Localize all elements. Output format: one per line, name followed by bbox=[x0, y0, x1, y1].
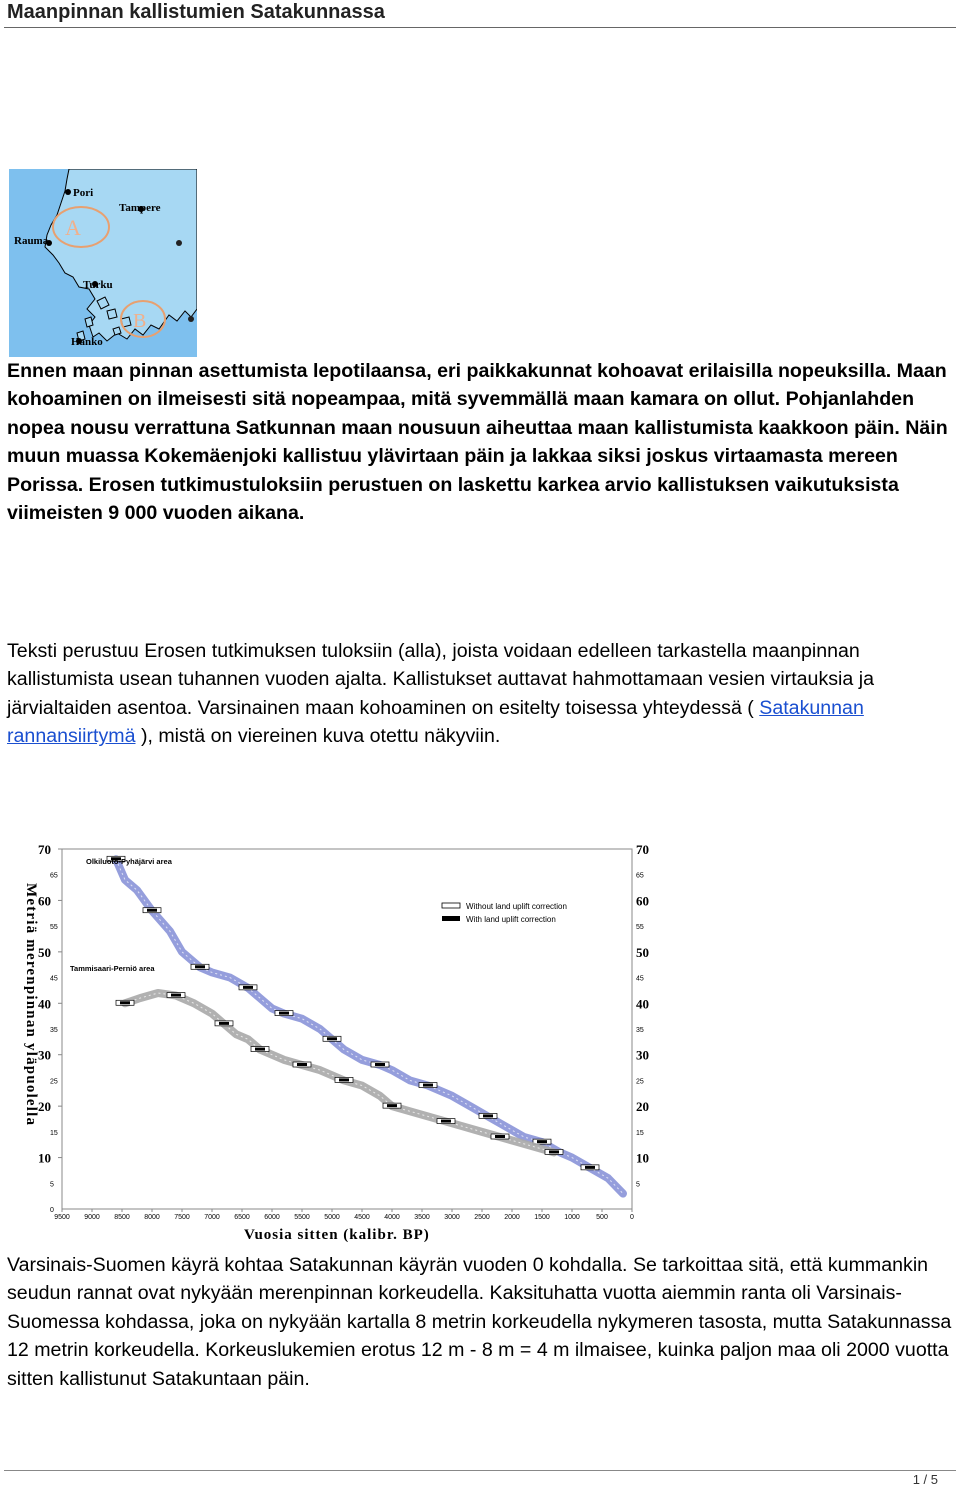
y-tick-label-left: 10 bbox=[38, 1150, 51, 1166]
series-texture-1 bbox=[125, 993, 554, 1152]
series-marker-fill-0 bbox=[195, 965, 205, 968]
y-minor-tick-label-left: 55 bbox=[50, 924, 58, 932]
y-tick-label-left: 70 bbox=[38, 842, 51, 857]
link-satakunnan-rannansiirtyma[interactable]: Satakunnan rannansiirtymä bbox=[7, 696, 864, 748]
x-tick-label: 2000 bbox=[504, 1214, 520, 1221]
y-tick-label-right: 10 bbox=[636, 1150, 649, 1166]
y-minor-tick-label-right: 55 bbox=[636, 924, 644, 932]
series-marker-fill-0 bbox=[537, 1140, 547, 1143]
x-tick-label: 7000 bbox=[204, 1214, 220, 1221]
map-label-pori: Pori bbox=[73, 187, 94, 199]
y-tick-label-right: 60 bbox=[636, 893, 649, 909]
map-label-tampere: Tampere bbox=[119, 202, 161, 214]
series-marker-fill-1 bbox=[495, 1135, 505, 1138]
chart-annotation-tammisaari: Tammisaari-Perniö area bbox=[70, 964, 155, 973]
paragraph-intro: Ennen maan pinnan asettumista lepotilaansa, eri paikkakunnat kohoavat erilaisilla nopeuksilla. Maan kohoaminen on ilmeisesti sitä nopeampaa, mitä syvemmällä maan kamara on ollut. Pohjanlahden nopea nousu verrattuna Satkunnan maan nousuun aiheuttaa maan kallistumista kaakkoon päin. Näin muun muassa Kokemäenjoki kallistuu ylävirtaan päin ja lakkaa siksi joskus virtaamasta mereen Porissa. Erosen tutkimustuloksiin perustuen on laskettu karkea arvio kallistuksen vaikutuksista viimeisten 9 000 vuoden aikana. bbox=[7, 360, 948, 525]
x-tick-label: 3500 bbox=[414, 1214, 430, 1221]
y-tick-label-right: 50 bbox=[636, 944, 649, 960]
x-tick-label: 6500 bbox=[234, 1214, 250, 1221]
chart-annotation-olkiluoto: Olkiluoto-Pyhäjärvi area bbox=[86, 857, 172, 866]
x-tick-label: 9000 bbox=[84, 1214, 100, 1221]
chart-xlabel: Vuosia sitten (kalibr. BP) bbox=[244, 1227, 430, 1243]
x-tick-label: 1000 bbox=[564, 1214, 580, 1221]
y-tick-label-right: 40 bbox=[636, 996, 649, 1012]
paragraph-source bbox=[7, 637, 952, 751]
y-tick-label-left: 60 bbox=[38, 893, 51, 909]
x-tick-label: 4000 bbox=[384, 1214, 400, 1221]
y-minor-tick-label-left: 15 bbox=[50, 1129, 58, 1137]
y-minor-tick-label-right: 35 bbox=[636, 1027, 644, 1034]
page-title: Maanpinnan kallistumien Satakunnassa bbox=[7, 1, 385, 23]
y-tick-label-right: 20 bbox=[636, 1099, 649, 1115]
y-tick-label-right: 30 bbox=[636, 1047, 649, 1063]
uplift-chart bbox=[14, 835, 660, 1245]
y-minor-tick-label-right: 25 bbox=[636, 1078, 644, 1086]
series-line-1 bbox=[125, 993, 554, 1152]
series-marker-fill-0 bbox=[279, 1012, 289, 1015]
map-dot-pori bbox=[65, 189, 71, 195]
paragraph-source-text-b: ), mistä on viereinen kuva otettu näkyviin. bbox=[135, 725, 501, 748]
series-marker-fill-0 bbox=[483, 1114, 493, 1117]
x-tick-label: 3000 bbox=[444, 1214, 460, 1221]
map-svg bbox=[9, 169, 197, 357]
map-label-a: A bbox=[65, 215, 81, 240]
x-tick-label: 9500 bbox=[54, 1214, 70, 1221]
legend-label-with: With land uplift correction bbox=[466, 915, 556, 924]
series-marker-fill-0 bbox=[423, 1084, 433, 1087]
y-tick-label-right: 70 bbox=[636, 842, 649, 857]
map-label-b: B bbox=[133, 310, 147, 332]
series-marker-fill-1 bbox=[171, 994, 181, 997]
series-marker-fill-0 bbox=[375, 1063, 385, 1066]
x-tick-label: 2500 bbox=[474, 1214, 490, 1221]
page-number: 1 / 5 bbox=[912, 1472, 938, 1487]
map-figure bbox=[9, 169, 197, 357]
series-marker-fill-0 bbox=[243, 986, 253, 989]
chart-ylabel: Metriä merenpinnan yläpuolella bbox=[23, 883, 39, 1127]
paragraph-source-text-a: Teksti perustuu Erosen tutkimuksen tuloksiin (alla), joista voidaan edelleen tarkastella maanpinnan kallistumista usean tuhannen vuoden ajalta. Kallistukset auttavat hahmottamaan vesien virtauksia ja järvialtaiden asentoa. Varsinainen maan kohoaminen on esitelty toisessa yhteydessä ( bbox=[7, 640, 874, 719]
x-tick-label: 0 bbox=[630, 1214, 634, 1221]
x-tick-label: 8500 bbox=[114, 1214, 130, 1221]
x-tick-label: 1500 bbox=[534, 1214, 550, 1221]
paragraph-explanation: Varsinais-Suomen käyrä kohtaa Satakunnan käyrän vuoden 0 kohdalla. Se tarkoittaa sitä, että kummankin seudun rannat ovat nykyään merenpinnan korkeudella. Kaksituhatta vuotta aiemmin ranta oli Varsinais-Suomessa kohdassa, joka on nykyään kartalla 8 metrin korkeudella nykymeren tasosta, mutta Satakunnassa 12 metrin korkeudella. Korkeuslukemien erotus 12 m - 8 m = 4 m ilmaisee, kuinka paljon maa oli 2000 vuotta sitten kallistunut Satakuntaan päin. bbox=[7, 1254, 952, 1390]
y-minor-tick-label-right: 15 bbox=[636, 1129, 644, 1137]
y-tick-label-left: 30 bbox=[38, 1047, 51, 1063]
series-marker-fill-0 bbox=[147, 909, 157, 912]
y-minor-tick-label-left: 45 bbox=[50, 975, 58, 983]
x-tick-label: 4500 bbox=[354, 1214, 370, 1221]
series-marker-fill-0 bbox=[585, 1166, 595, 1169]
chart-legend bbox=[442, 902, 567, 924]
y-tick-label-left: 40 bbox=[38, 996, 51, 1012]
chart-svg bbox=[14, 835, 660, 1245]
y-minor-tick-label-right: 65 bbox=[636, 872, 644, 880]
legend-swatch-without bbox=[442, 903, 460, 908]
series-marker-fill-1 bbox=[387, 1104, 397, 1107]
series-marker-fill-1 bbox=[297, 1063, 307, 1066]
map-label-rauma: Rauma bbox=[14, 235, 49, 247]
series-marker-fill-1 bbox=[441, 1120, 451, 1123]
y-minor-tick-label-right: 45 bbox=[636, 975, 644, 983]
title-divider bbox=[4, 27, 956, 28]
y-minor-tick-label-left: 35 bbox=[50, 1027, 58, 1034]
x-tick-label: 6000 bbox=[264, 1214, 280, 1221]
series-marker-fill-0 bbox=[327, 1037, 337, 1040]
series-marker-fill-1 bbox=[219, 1022, 229, 1025]
x-tick-label: 5000 bbox=[324, 1214, 340, 1221]
x-tick-label: 5500 bbox=[294, 1214, 310, 1221]
x-tick-label: 7500 bbox=[174, 1214, 190, 1221]
y-tick-label-left: 20 bbox=[38, 1099, 51, 1115]
x-tick-label: 8000 bbox=[144, 1214, 160, 1221]
series-marker-fill-1 bbox=[255, 1048, 265, 1051]
series-marker-fill-1 bbox=[549, 1150, 559, 1153]
y-minor-tick-label-left: 25 bbox=[50, 1078, 58, 1086]
y-minor-tick-label-left: 5 bbox=[50, 1181, 54, 1189]
y-minor-tick-label-right: 5 bbox=[636, 1181, 640, 1189]
legend-swatch-with bbox=[442, 916, 460, 921]
y-minor-tick-label-left: 0 bbox=[50, 1207, 54, 1214]
y-minor-tick-label-left: 65 bbox=[50, 872, 58, 880]
map-dot-southeast bbox=[188, 316, 194, 322]
legend-label-without: Without land uplift correction bbox=[466, 902, 567, 911]
series-marker-fill-1 bbox=[120, 1001, 130, 1004]
map-label-hanko: Hanko bbox=[71, 336, 103, 348]
map-dot-east bbox=[176, 240, 182, 246]
x-tick-label: 500 bbox=[596, 1214, 608, 1221]
footer-divider bbox=[4, 1470, 956, 1471]
y-tick-label-left: 50 bbox=[38, 944, 51, 960]
map-label-turku: Turku bbox=[83, 279, 113, 291]
series-marker-fill-1 bbox=[339, 1078, 349, 1081]
